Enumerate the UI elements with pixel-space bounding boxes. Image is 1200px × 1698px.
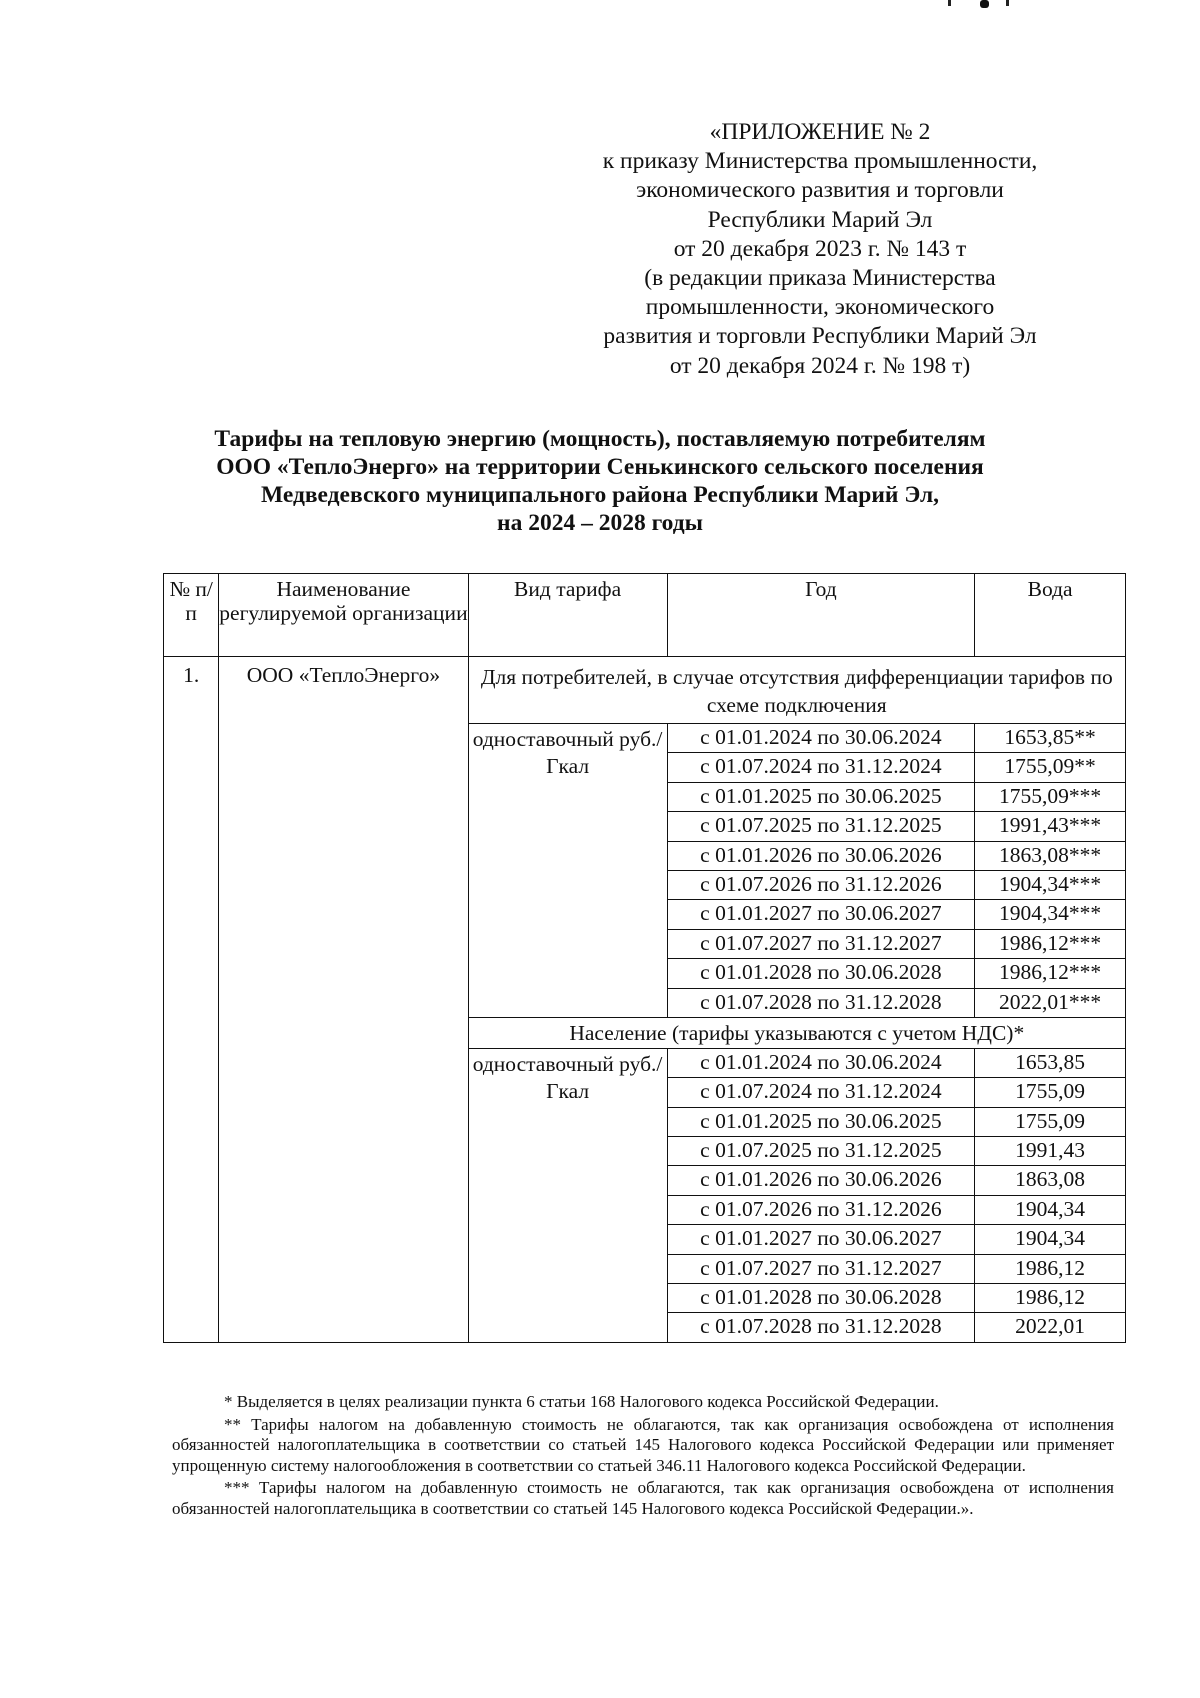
footnote: * Выделяется в целях реализации пункта 6 статьи 168 Налогового кодекса Российской Федерации. bbox=[224, 1392, 939, 1411]
header-water bbox=[975, 574, 1126, 657]
title-line: ООО «ТеплоЭнерго» на территории Сенькинского сельского поселения bbox=[216, 454, 984, 480]
appendix-header bbox=[560, 118, 1080, 381]
appendix-line: Республики Марий Эл bbox=[707, 206, 933, 233]
appendix-line: (в редакции приказа Министерства bbox=[644, 265, 996, 292]
document-title bbox=[150, 425, 1050, 537]
tariff-kind: одноставочный руб./Гкал bbox=[468, 724, 667, 1018]
tariff-period: с 01.07.2024 по 31.12.2024 bbox=[667, 1078, 975, 1107]
header-kind bbox=[468, 574, 667, 657]
tariff-value: 1653,85** bbox=[975, 724, 1126, 753]
tariff-value: 1991,43*** bbox=[975, 812, 1126, 841]
tariff-period: с 01.01.2028 по 30.06.2028 bbox=[667, 1284, 975, 1313]
footnotes bbox=[172, 1392, 1114, 1521]
header-year-label: Год bbox=[805, 577, 837, 601]
appendix-line: «ПРИЛОЖЕНИЕ № 2 bbox=[709, 119, 931, 145]
tariff-period: с 01.07.2026 по 31.12.2026 bbox=[667, 1195, 975, 1224]
appendix-line: к приказу Министерства промышленности, bbox=[602, 148, 1038, 175]
tariff-group-title: Население (тарифы указываются с учетом НДС)* bbox=[468, 1017, 1125, 1048]
tariff-period: с 01.01.2025 по 30.06.2025 bbox=[667, 782, 975, 811]
header-num bbox=[164, 574, 219, 657]
tariff-value: 1904,34*** bbox=[975, 870, 1126, 899]
tariff-value: 1986,12*** bbox=[975, 929, 1126, 958]
appendix-line: от 20 декабря 2024 г. № 198 т) bbox=[669, 352, 971, 379]
tariff-period: с 01.07.2025 по 31.12.2025 bbox=[667, 1137, 975, 1166]
appendix-line: развития и торговли Республики Марий Эл bbox=[603, 323, 1037, 350]
row-number: 1. bbox=[164, 657, 219, 1343]
tariff-period: с 01.07.2025 по 31.12.2025 bbox=[667, 812, 975, 841]
tariff-period: с 01.01.2026 по 30.06.2026 bbox=[667, 1166, 975, 1195]
tariff-period: с 01.01.2024 по 30.06.2024 bbox=[667, 1048, 975, 1077]
tariff-group-row bbox=[164, 657, 1126, 724]
appendix-line: промышленности, экономического bbox=[645, 294, 995, 321]
tariff-period: с 01.01.2024 по 30.06.2024 bbox=[667, 724, 975, 753]
tariff-period: с 01.07.2024 по 31.12.2024 bbox=[667, 753, 975, 782]
table-header-row bbox=[164, 574, 1126, 657]
tariff-period: с 01.01.2025 по 30.06.2025 bbox=[667, 1107, 975, 1136]
tariff-value: 1986,12*** bbox=[975, 959, 1126, 988]
header-org bbox=[219, 574, 468, 657]
footnote: *** Тарифы налогом на добавленную стоимость не облагаются, так как организация освобождена от исполнения обязанностей налогоплательщика в соответствии со статьей 145 Налогового кодекса Российской Федерации.». bbox=[172, 1478, 1114, 1518]
tariff-kind: одноставочный руб./Гкал bbox=[468, 1048, 667, 1342]
tariff-value: 2022,01 bbox=[975, 1313, 1126, 1342]
tariff-value: 1904,34 bbox=[975, 1225, 1126, 1254]
tariff-period: с 01.07.2028 по 31.12.2028 bbox=[667, 1313, 975, 1342]
tariff-period: с 01.07.2027 по 31.12.2027 bbox=[667, 1254, 975, 1283]
organization-name: ООО «ТеплоЭнерго» bbox=[219, 657, 468, 1343]
footnote: ** Тарифы налогом на добавленную стоимость не облагаются, так как организация освобождена от исполнения обязанностей налогоплательщика в соответствии со статьей 145 Налогового кодекса Российской Федерации или применяет упрощенную систему налогообложения в соответствии со статьей 346.11 Налогового кодекса Российской Федерации. bbox=[172, 1414, 1114, 1475]
title-line: Тарифы на тепловую энергию (мощность), поставляемую потребителям bbox=[214, 426, 986, 452]
title-line: на 2024 – 2028 годы bbox=[497, 510, 703, 536]
tariff-value: 1986,12 bbox=[975, 1254, 1126, 1283]
tariff-value: 1755,09*** bbox=[975, 782, 1126, 811]
tariff-value: 1863,08*** bbox=[975, 841, 1126, 870]
title-line: Медведевского муниципального района Республики Марий Эл, bbox=[260, 482, 940, 508]
tariff-value: 1991,43 bbox=[975, 1137, 1126, 1166]
tariff-value: 1755,09** bbox=[975, 753, 1126, 782]
header-org-label: Наименование регулируемой организации bbox=[219, 577, 468, 625]
header-water-label: Вода bbox=[1027, 577, 1073, 601]
tariff-value: 2022,01*** bbox=[975, 988, 1126, 1017]
tariff-value: 1986,12 bbox=[975, 1284, 1126, 1313]
tariff-period: с 01.01.2027 по 30.06.2027 bbox=[667, 900, 975, 929]
appendix-line: от 20 декабря 2023 г. № 143 т bbox=[673, 235, 967, 262]
tariff-value: 1863,08 bbox=[975, 1166, 1126, 1195]
tariff-value: 1904,34*** bbox=[975, 900, 1126, 929]
tariff-value: 1755,09 bbox=[975, 1107, 1126, 1136]
tariff-value: 1755,09 bbox=[975, 1078, 1126, 1107]
tariffs-table bbox=[163, 573, 1126, 1343]
tariff-period: с 01.01.2027 по 30.06.2027 bbox=[667, 1225, 975, 1254]
tariff-value: 1653,85 bbox=[975, 1048, 1126, 1077]
tariff-period: с 01.07.2027 по 31.12.2027 bbox=[667, 929, 975, 958]
header-year bbox=[667, 574, 975, 657]
tariff-value: 1904,34 bbox=[975, 1195, 1126, 1224]
tariff-group-title: Для потребителей, в случае отсутствия дифференциации тарифов по схеме подключения bbox=[468, 657, 1125, 724]
tariff-period: с 01.01.2026 по 30.06.2026 bbox=[667, 841, 975, 870]
tariff-period: с 01.07.2026 по 31.12.2026 bbox=[667, 870, 975, 899]
appendix-line: экономического развития и торговли bbox=[636, 177, 1004, 204]
header-num-label: № п/п bbox=[169, 577, 213, 625]
tariff-period: с 01.01.2028 по 30.06.2028 bbox=[667, 959, 975, 988]
scan-artifact-mark bbox=[940, 0, 1020, 10]
tariff-period: с 01.07.2028 по 31.12.2028 bbox=[667, 988, 975, 1017]
header-kind-label: Вид тарифа bbox=[514, 577, 622, 601]
